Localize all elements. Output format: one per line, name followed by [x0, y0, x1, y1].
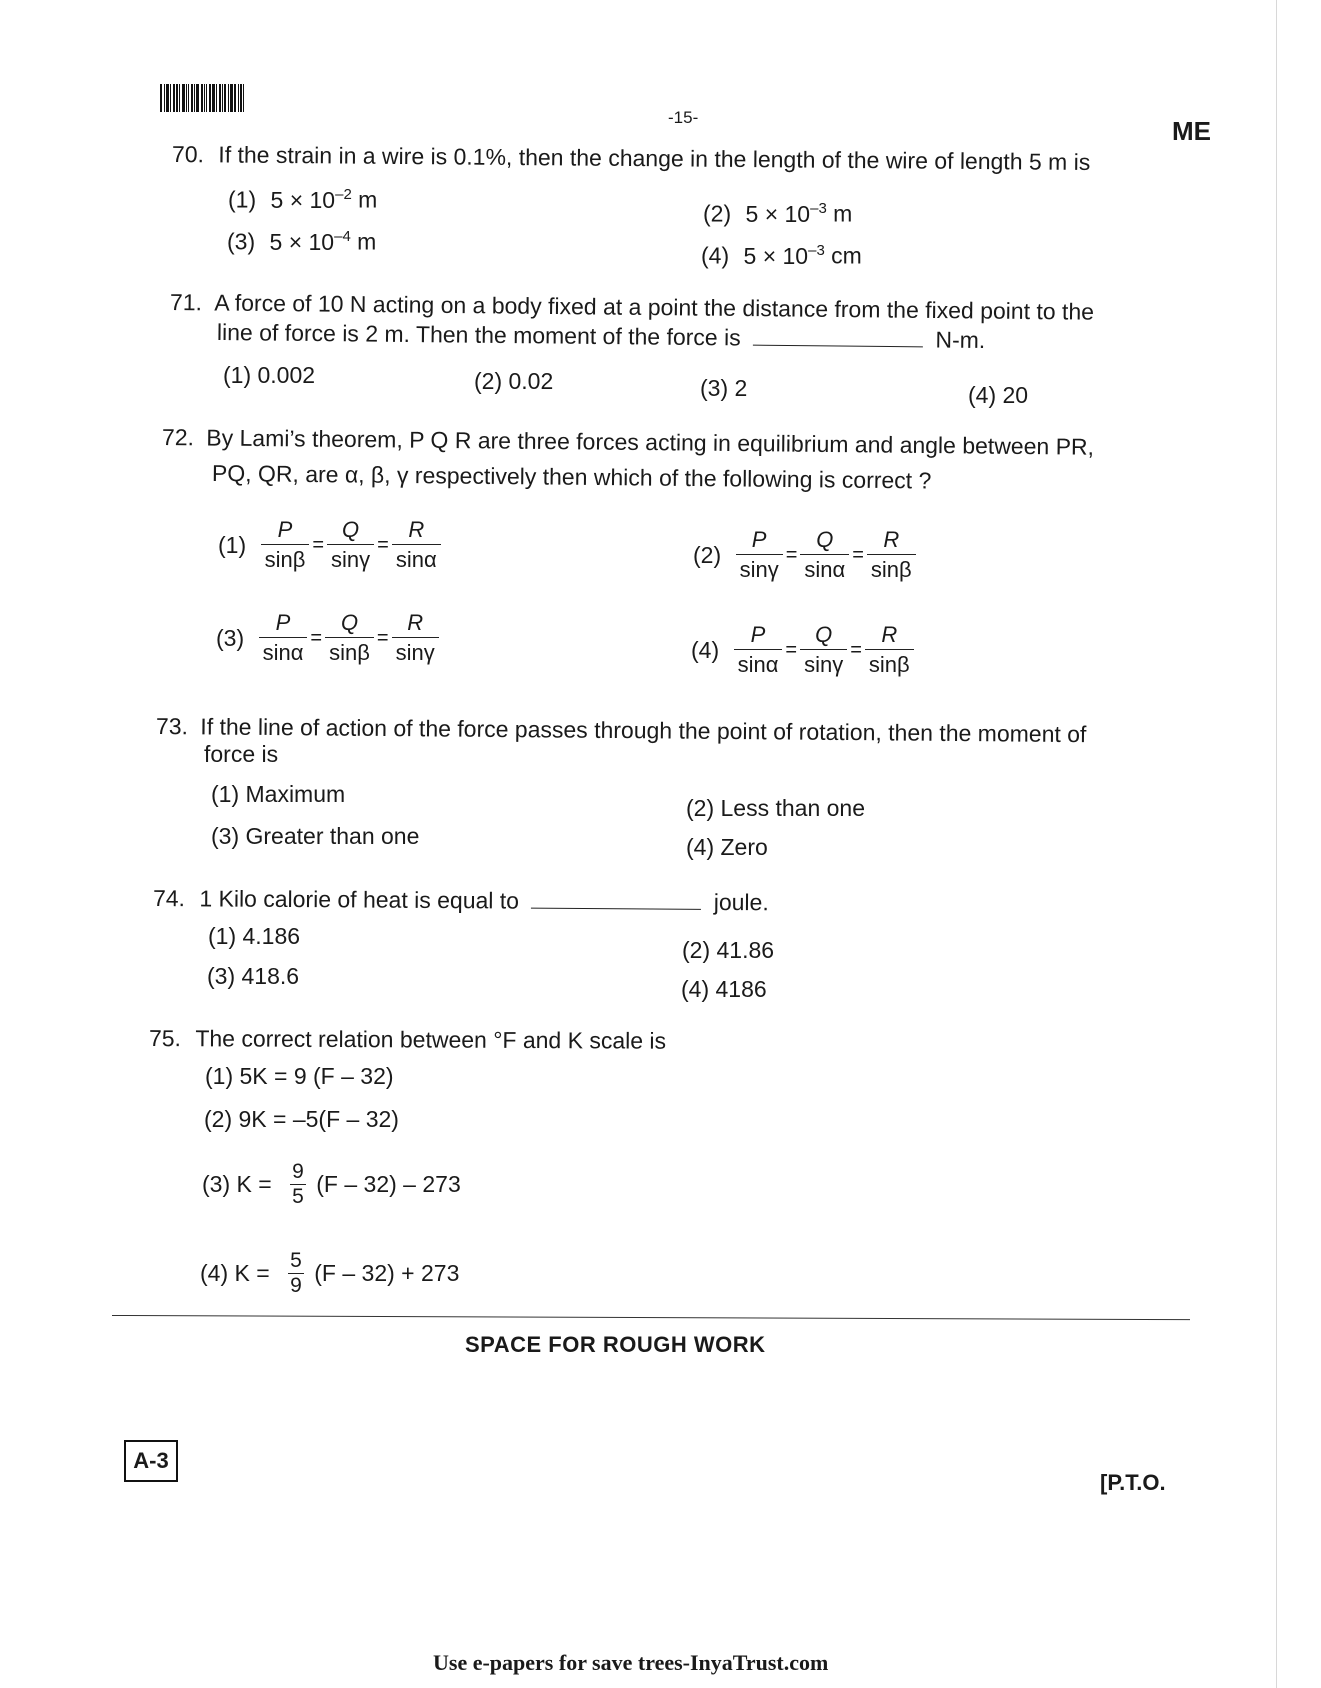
option-label: (4) [691, 637, 720, 663]
option-lami-2 [693, 526, 918, 585]
denominator: 9 [290, 1274, 302, 1297]
barcode-bar [201, 84, 203, 112]
barcode-bar [238, 84, 239, 112]
option: (2) Less than one [686, 795, 866, 821]
barcode-bar [243, 84, 244, 112]
option: (2) 0.02 [474, 368, 554, 394]
fraction [865, 621, 914, 680]
divider-line [112, 1315, 1190, 1320]
denominator: sinγ [739, 557, 779, 582]
option-lami-1 [218, 516, 443, 575]
option-unit: cm [824, 242, 862, 269]
barcode-bar [216, 84, 217, 112]
question-71-line2 [217, 318, 986, 354]
fraction [290, 1160, 306, 1209]
equals-sign: = [785, 639, 798, 661]
denominator: sinβ [868, 652, 910, 677]
question-text-line1: By Lami’s theorem, P Q R are three forces acting in equilibrium and angle between PR, [206, 424, 1095, 460]
option: (1) 5K = 9 (F – 32) [205, 1063, 394, 1089]
barcode-bar [160, 84, 162, 112]
numerator: 5 [290, 1249, 302, 1272]
option-unit: m [351, 186, 378, 213]
numerator: Q [327, 516, 374, 545]
barcode-bar [188, 84, 189, 112]
denominator: sinγ [395, 640, 435, 665]
option-label: (1) [228, 186, 257, 213]
option-label: (2) [693, 542, 722, 568]
option-label: (2) [703, 200, 732, 227]
barcode-bar [166, 84, 169, 112]
equals-sign: = [312, 534, 325, 556]
barcode-bar [234, 84, 236, 112]
barcode-bar [224, 84, 226, 112]
option-exponent: –2 [335, 186, 352, 203]
option-exponent: –3 [810, 200, 827, 217]
barcode-bar [191, 84, 193, 112]
question-72 [162, 423, 1094, 461]
option: (2) 41.86 [682, 937, 775, 963]
option-formula-3 [202, 1160, 469, 1209]
numerator: P [259, 609, 308, 638]
scan-edge-line [1276, 0, 1277, 1688]
fraction [800, 526, 849, 585]
option: (3) 418.6 [207, 963, 300, 989]
fraction [325, 609, 374, 668]
barcode-bar [170, 84, 171, 112]
option: (1) Maximum [211, 781, 346, 807]
booklet-code: A-3 [124, 1440, 178, 1482]
fraction [800, 621, 847, 680]
numerator: Q [325, 609, 374, 638]
question-number: 71. [169, 289, 203, 316]
equals-sign: = [376, 627, 389, 649]
fraction [734, 621, 783, 680]
numerator: P [734, 621, 783, 650]
denominator: sinα [737, 652, 779, 677]
barcode-bar [219, 84, 221, 112]
question-74 [153, 884, 769, 916]
barcode-bar [196, 84, 199, 112]
option-unit: m [826, 200, 853, 227]
option-base: 5 × 10 [745, 200, 811, 227]
barcode-bar [173, 84, 175, 112]
option-label: (4) [701, 242, 730, 269]
question-number: 74. [152, 885, 186, 912]
question-text-line2: line of force is 2 m. Then the moment of the force is [216, 319, 741, 351]
question-number: 70. [171, 141, 205, 168]
numerator: R [392, 516, 441, 545]
question-text: The correct relation between °F and K scale is [195, 1025, 667, 1054]
numerator: P [261, 516, 310, 545]
barcode-bar [164, 84, 165, 112]
barcode-bar [230, 84, 233, 112]
question-75 [149, 1024, 666, 1055]
question-73-line2: force is [204, 741, 279, 767]
barcode-bar [194, 84, 195, 112]
option-unit: m [350, 228, 377, 255]
barcode-bar [222, 84, 223, 112]
barcode-icon [160, 84, 256, 112]
option-base: 5 × 10 [743, 242, 809, 269]
barcode-bar [182, 84, 185, 112]
denominator: sinα [395, 547, 437, 572]
denominator: sinβ [264, 547, 306, 572]
option: (4) 4186 [681, 976, 767, 1002]
equals-sign: = [377, 534, 389, 556]
fraction [259, 609, 308, 668]
equals-sign: = [785, 544, 798, 566]
option-label: (1) [218, 532, 247, 558]
footer-text: Use e-papers for save trees-InyaTrust.com [433, 1650, 829, 1675]
answer-unit: joule. [713, 888, 769, 916]
question-number: 73. [155, 713, 189, 740]
fraction [261, 516, 310, 575]
barcode-bar [212, 84, 215, 112]
option-lami-3 [216, 609, 441, 668]
question-text-line1: If the line of action of the force passes through the point of rotation, then the moment of [200, 713, 1087, 748]
option [703, 200, 852, 228]
question-number: 75. [148, 1025, 182, 1052]
option [227, 228, 376, 256]
fraction [327, 516, 374, 575]
denominator: sinα [262, 640, 304, 665]
page-number: -15- [668, 108, 699, 127]
option-label: (4) K = [200, 1260, 270, 1286]
option-lami-4 [691, 621, 916, 680]
denominator: sinβ [329, 640, 370, 665]
formula-rest: (F – 32) – 273 [316, 1171, 461, 1197]
question-text-line1: A force of 10 N acting on a body fixed at a point the distance from the fixed point to the [214, 289, 1095, 325]
numerator: R [865, 621, 914, 650]
denominator: sinγ [804, 652, 844, 677]
option-label: (3) [216, 625, 245, 651]
barcode-bar [176, 84, 178, 112]
question-72-line2: PQ, QR, are α, β, γ respectively then which of the following is correct ? [211, 460, 932, 494]
option [701, 242, 862, 270]
fraction [288, 1249, 304, 1298]
numerator: R [867, 526, 916, 555]
option: (1) 0.002 [223, 362, 316, 388]
question-number: 72. [161, 424, 195, 451]
barcode-bar [206, 84, 207, 112]
option: (3) Greater than one [211, 823, 420, 849]
option-formula-4 [200, 1249, 467, 1298]
denominator: sinγ [331, 547, 371, 572]
option: (4) 20 [968, 382, 1029, 408]
fraction [867, 526, 916, 585]
equals-sign: = [850, 639, 862, 661]
numerator: Q [800, 526, 849, 555]
option: (4) Zero [686, 834, 768, 860]
denominator: 5 [292, 1185, 304, 1208]
question-73 [156, 712, 1087, 748]
formula-rest: (F – 32) + 273 [314, 1260, 460, 1286]
equals-sign: = [852, 544, 864, 566]
numerator: R [392, 609, 439, 638]
denominator: sinα [804, 557, 846, 582]
option-exponent: –4 [334, 228, 351, 245]
barcode-bar [204, 84, 205, 112]
fraction [392, 516, 441, 575]
rough-work-heading: SPACE FOR ROUGH WORK [465, 1332, 766, 1357]
numerator: P [736, 526, 783, 555]
barcode-bar [179, 84, 180, 112]
fraction [392, 609, 439, 668]
equals-sign: = [310, 627, 323, 649]
answer-blank [531, 890, 701, 910]
barcode-bar [209, 84, 211, 112]
option: (1) 4.186 [208, 923, 301, 949]
option [228, 186, 377, 214]
answer-blank [753, 327, 923, 348]
denominator: sinβ [870, 557, 912, 582]
barcode-bar [186, 84, 187, 112]
numerator: 9 [292, 1160, 304, 1183]
option-label: (3) K = [202, 1171, 272, 1197]
fraction [736, 526, 783, 585]
subject-code: ME [1172, 116, 1211, 146]
option-base: 5 × 10 [270, 186, 336, 213]
answer-unit: N-m. [935, 326, 986, 354]
barcode-bar [228, 84, 229, 112]
question-70 [172, 140, 1091, 176]
numerator: Q [800, 621, 847, 650]
option-exponent: –3 [808, 242, 825, 259]
option: (2) 9K = –5(F – 32) [204, 1106, 399, 1132]
option-base: 5 × 10 [269, 228, 335, 255]
option-label: (3) [227, 228, 256, 255]
question-text: 1 Kilo calorie of heat is equal to [199, 885, 520, 914]
question-text: If the strain in a wire is 0.1%, then the change in the length of the wire of length 5 m is [218, 141, 1091, 176]
barcode-bar [240, 84, 242, 112]
option: (3) 2 [700, 375, 748, 401]
pto-label: [P.T.O. [1100, 1470, 1166, 1495]
